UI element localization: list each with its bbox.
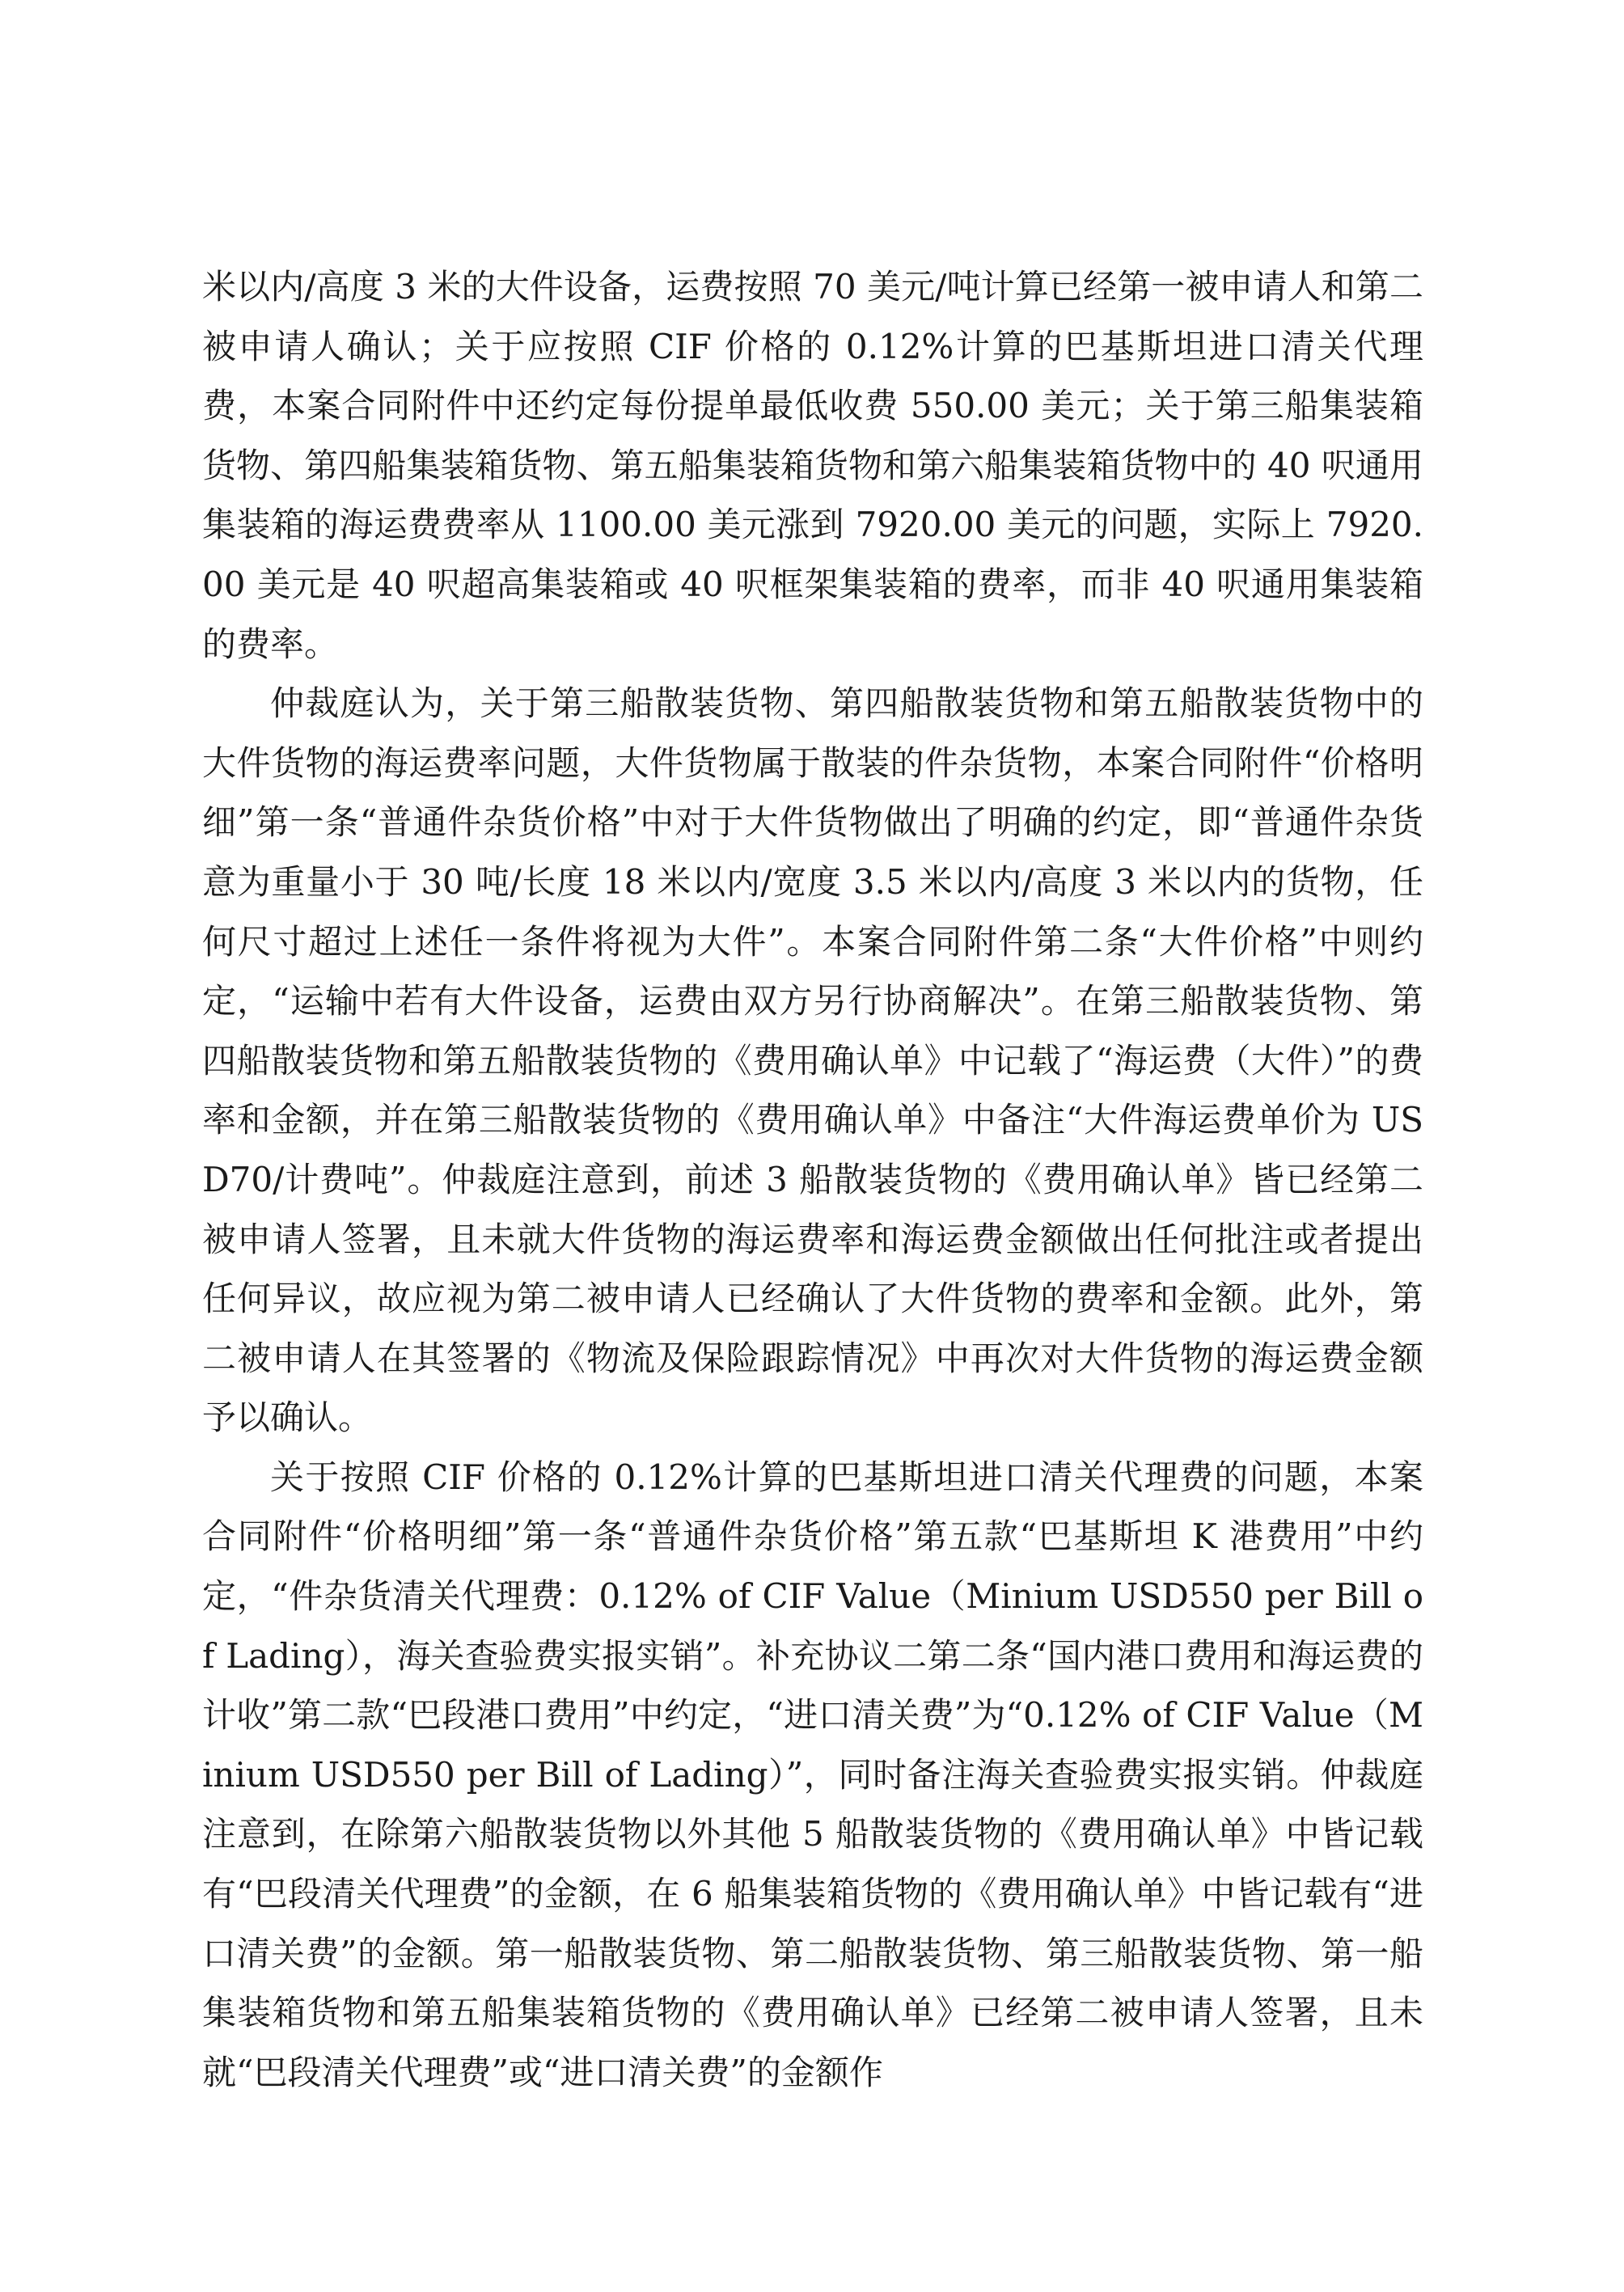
paragraph-tribunal-bulk-cargo: 仲裁庭认为，关于第三船散装货物、第四船散装货物和第五船散装货物中的大件货物的海运费率问题，大件货物属于散装的件杂货物，本案合同附件“价格明细”第一条“普通件杂货价格”中对于大件货物做出了明确的约定，即“普通件杂货意为重量小于 30 吨/长度 18 米以内/宽度 3.5 米以内/高度 3 米以内的货物，任何尺寸超过上述任一条件将视为大件”。本案合同附件第二条“大件价格”中则约定，“运输中若有大件设备，运费由双方另行协商解决”。在第三船散装货物、第四船散装货物和第五船散装货物的《费用确认单》中记载了“海运费（大件）”的费率和金额，并在第三船散装货物的《费用确认单》中备注“大件海运费单价为 USD70/计费吨”。仲裁庭注意到，前述 3 船散装货物的《费用确认单》皆已经第二被申请人签署，且未就大件货物的海运费率和海运费金额做出任何批注或者提出任何异议，故应视为第二被申请人已经确认了大件货物的费率和金额。此外，第二被申请人在其签署的《物流及保险跟踪情况》中再次对大件货物的海运费金额予以确认。 [202, 683, 1423, 1438]
paragraph-clearance-fee: 关于按照 CIF 价格的 0.12%计算的巴基斯坦进口清关代理费的问题，本案合同附件“价格明细”第一条“普通件杂货价格”第五款“巴基斯坦 K 港费用”中约定，“件杂货清关代理费：0.12% of CIF Value（Minium USD550 per Bill of Lading），海关查验费实报实销”。补充协议二第二条“国内港口费用和海运费的计收”第二款“巴段港口费用”中约定，“进口清关费”为“0.12% of CIF Value（Minium USD550 per Bill of Lading）”，同时备注海关查验费实报实销。仲裁庭注意到，在除第六船散装货物以外其他 5 船散装货物的《费用确认单》中皆记载有“巴段清关代理费”的金额，在 6 船集装箱货物的《费用确认单》中皆记载有“进口清关费”的金额。第一船散装货物、第二船散装货物、第三船散装货物、第一船集装箱货物和第五船集装箱货物的《费用确认单》已经第二被申请人签署，且未就“巴段清关代理费”或“进口清关费”的金额作 [202, 1457, 1423, 2092]
document-body [202, 257, 1423, 2102]
paragraph-continuation: 米以内/高度 3 米的大件设备，运费按照 70 美元/吨计算已经第一被申请人和第二被申请人确认；关于应按照 CIF 价格的 0.12%计算的巴基斯坦进口清关代理费，本案合同附件中还约定每份提单最低收费 550.00 美元；关于第三船集装箱货物、第四船集装箱货物、第五船集装箱货物和第六船集装箱货物中的 40 呎通用集装箱的海运费费率从 1100.00 美元涨到 7920.00 美元的问题，实际上 7920.00 美元是 40 呎超高集装箱或 40 呎框架集装箱的费率，而非 40 呎通用集装箱的费率。 [202, 267, 1423, 664]
